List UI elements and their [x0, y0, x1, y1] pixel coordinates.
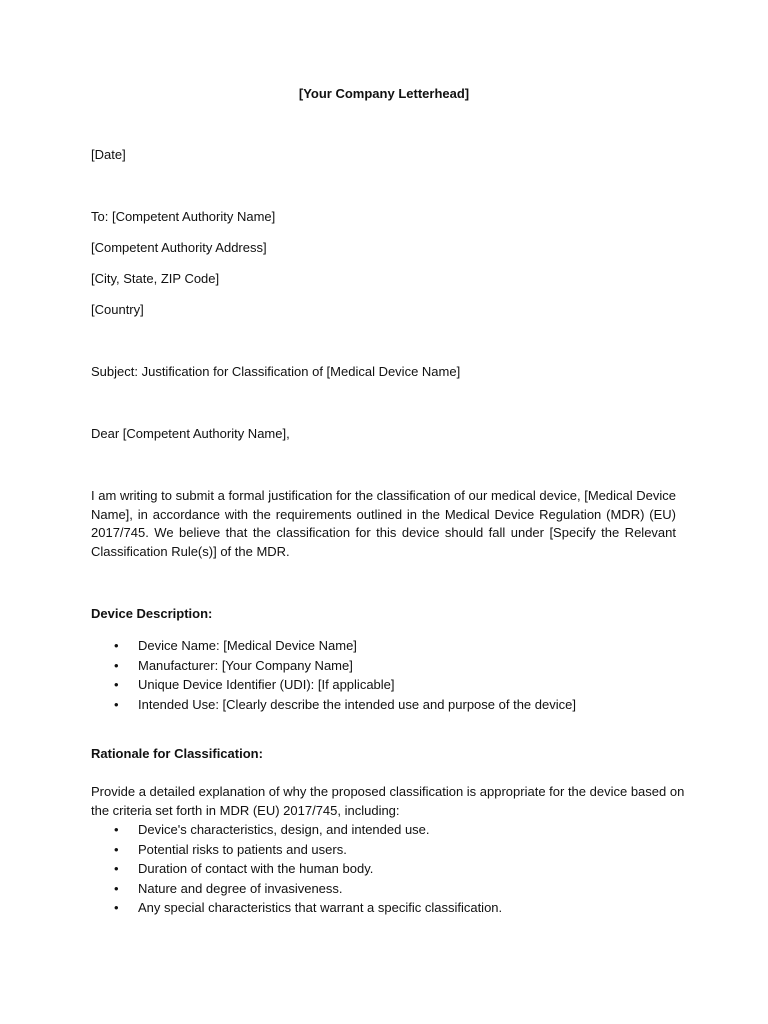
device-description-heading: Device Description:: [91, 606, 213, 621]
letterhead: [Your Company Letterhead]: [298, 86, 470, 101]
rationale-paragraph: Provide a detailed explanation of why the proposed classification is appropriate for the device based on the criteria set forth in MDR (EU) 2017/745, including:: [91, 784, 685, 818]
bullet-icon: •: [114, 696, 119, 712]
intro-paragraph: I am writing to submit a formal justification for the classification of our medical device, [Medical Device Name], in accordance with the requirements outlined in the Medical Device Regulation (MDR) (EU) 2017/745. We believe that the classification for this device should fall under [Specify the Relevant Classification Rule(s)] of the MDR.: [91, 488, 676, 559]
recipient-to: To: [Competent Authority Name]: [91, 209, 276, 224]
salutation: Dear [Competent Authority Name],: [91, 426, 290, 441]
list-item: • Device Name: [Medical Device Name]: [91, 636, 576, 656]
rationale-heading: Rationale for Classification:: [91, 746, 263, 761]
subject-line: Subject: Justification for Classification of [Medical Device Name]: [91, 364, 461, 379]
bullet-icon: •: [114, 880, 119, 896]
recipient-city: [City, State, ZIP Code]: [91, 271, 220, 286]
device-description-list: [91, 636, 576, 714]
list-item: • Unique Device Identifier (UDI): [If applicable]: [91, 675, 576, 695]
list-item: • Potential risks to patients and users.: [91, 840, 502, 860]
recipient-address: [Competent Authority Address]: [91, 240, 267, 255]
list-item: • Nature and degree of invasiveness.: [91, 879, 502, 899]
list-item: • Device's characteristics, design, and intended use.: [91, 820, 502, 840]
rationale-list: [91, 820, 502, 918]
list-item: • Any special characteristics that warrant a specific classification.: [91, 898, 502, 918]
date-line: [Date]: [91, 147, 126, 162]
bullet-icon: •: [114, 677, 119, 693]
bullet-icon: •: [114, 657, 119, 673]
list-item: • Manufacturer: [Your Company Name]: [91, 656, 576, 676]
recipient-country: [Country]: [91, 302, 144, 317]
list-item: • Intended Use: [Clearly describe the intended use and purpose of the device]: [91, 695, 576, 715]
list-item: • Duration of contact with the human body.: [91, 859, 502, 879]
bullet-icon: •: [114, 841, 119, 857]
bullet-icon: •: [114, 900, 119, 916]
bullet-icon: •: [114, 638, 119, 653]
bullet-icon: •: [114, 822, 119, 837]
bullet-icon: •: [114, 861, 119, 877]
